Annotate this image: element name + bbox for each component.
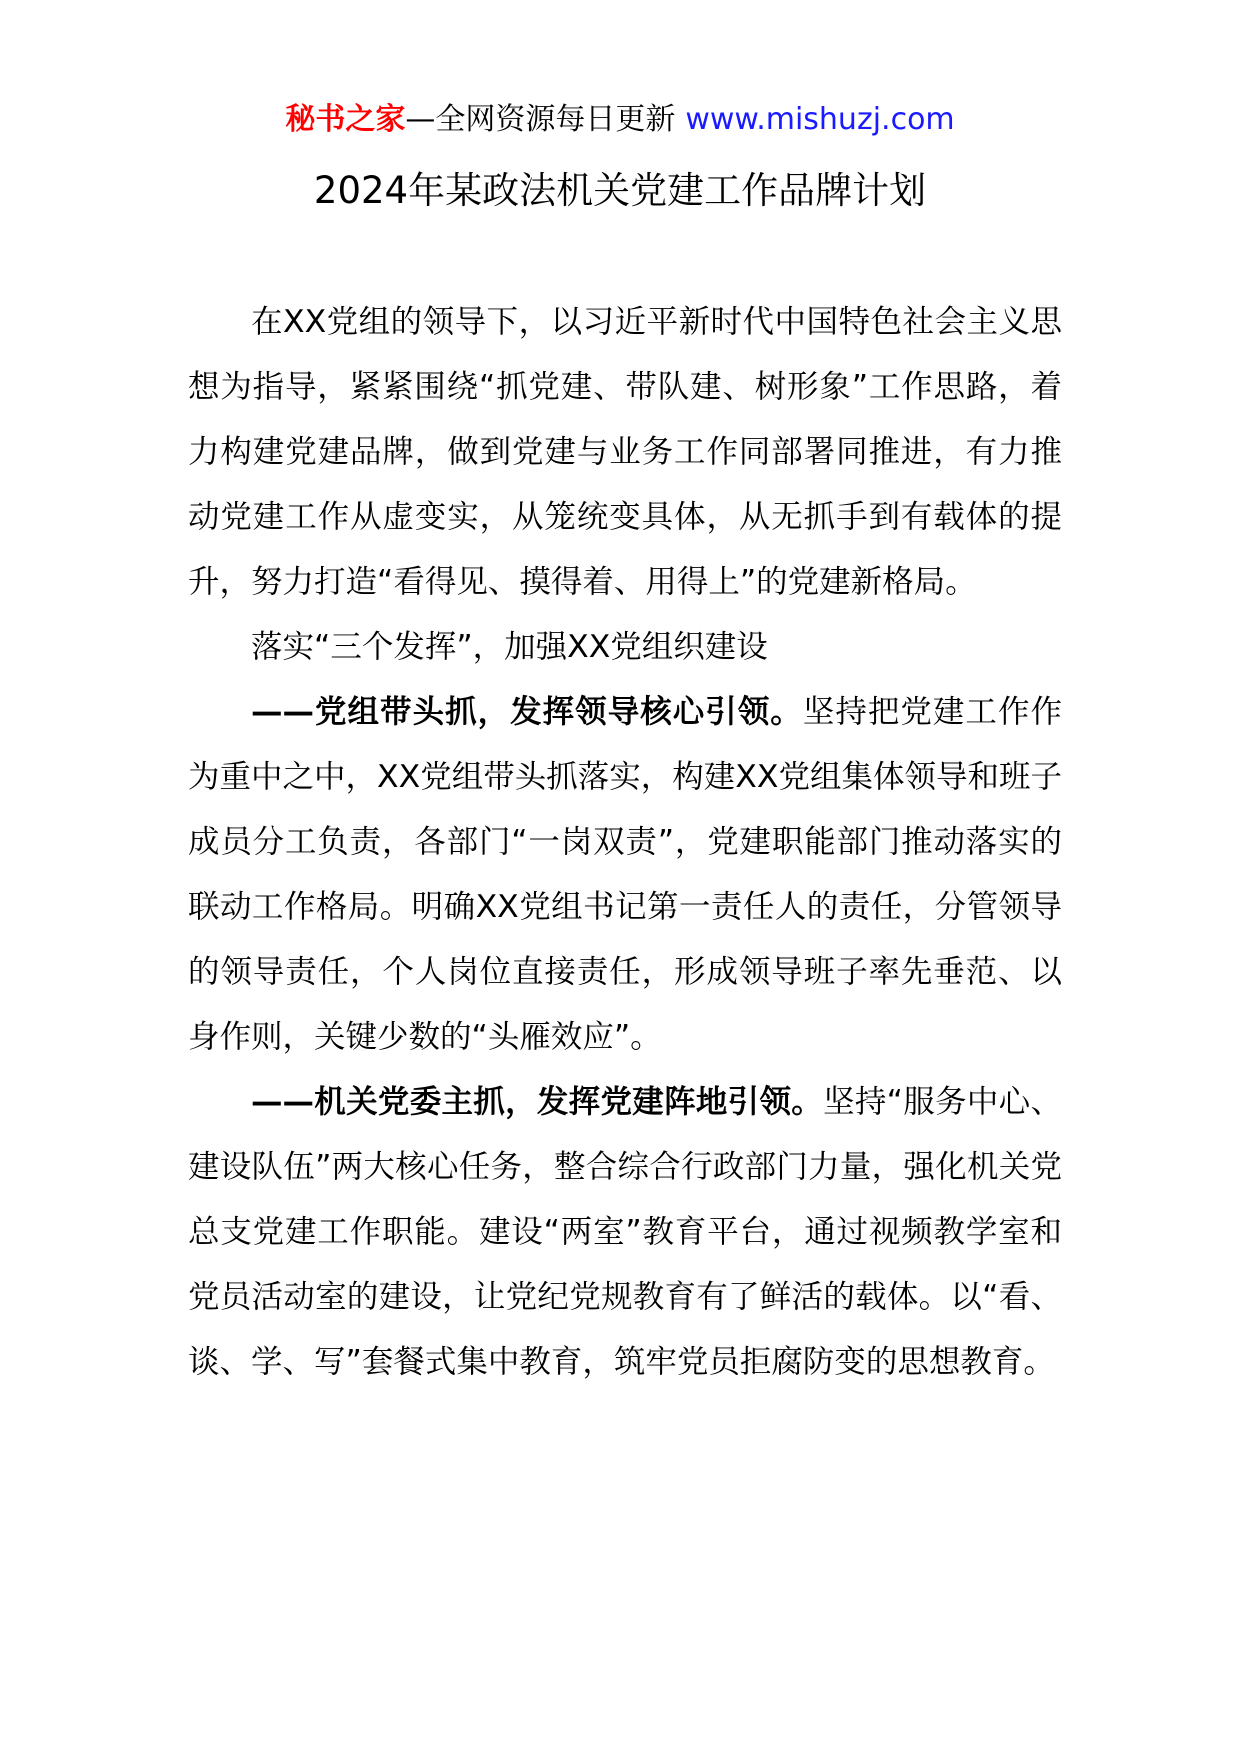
paragraph-party-committee — [188, 1070, 1062, 1395]
paragraph-text: 在XX党组的领导下，以习近平新时代中国特色社会主义思想为指导，紧紧围绕“抓党建、带队建、树形象”工作思路，着力构建党建品牌，做到党建与业务工作同部署同推进，有力推动党建工作从虚变实，从笼统变具体，从无抓手到有载体的提升，努力打造“看得见、摸得着、用得上”的党建新格局。 — [188, 304, 1062, 600]
paragraph-lead: ——党组带头抓，发挥领导核心引领。 — [251, 694, 803, 730]
paragraph-text: 落实“三个发挥”，加强XX党组织建设 — [251, 629, 768, 665]
document-body — [188, 290, 1062, 1395]
paragraph-intro — [188, 290, 1062, 615]
document-title: 2024年某政法机关党建工作品牌计划 — [313, 169, 927, 212]
site-header — [0, 100, 1240, 140]
header-tagline: —全网资源每日更新 — [405, 102, 676, 137]
paragraph-lead: ——机关党委主抓，发挥党建阵地引领。 — [251, 1084, 824, 1120]
section-heading — [188, 615, 1062, 680]
paragraph-party-group — [188, 680, 1062, 1070]
paragraph-text: 坚持“服务中心、建设队伍”两大核心任务，整合综合行政部门力量，强化机关党总支党建工作职能。建设“两室”教育平台，通过视频教学室和党员活动室的建设，让党纪党规教育有了鲜活的载体。以“看、谈、学、写”套餐式集中教育，筑牢党员拒腐防变的思想教育。 — [188, 1084, 1062, 1380]
site-url-link[interactable]: www.mishuzj.com — [685, 102, 955, 137]
brand-name: 秘书之家 — [285, 102, 406, 137]
paragraph-text: 坚持把党建工作作为重中之中，XX党组带头抓落实，构建XX党组集体领导和班子成员分工负责，各部门“一岗双责”，党建职能部门推动落实的联动工作格局。明确XX党组书记第一责任人的责任，分管领导的领导责任，个人岗位直接责任，形成领导班子率先垂范、以身作则，关键少数的“头雁效应”。 — [188, 694, 1062, 1055]
